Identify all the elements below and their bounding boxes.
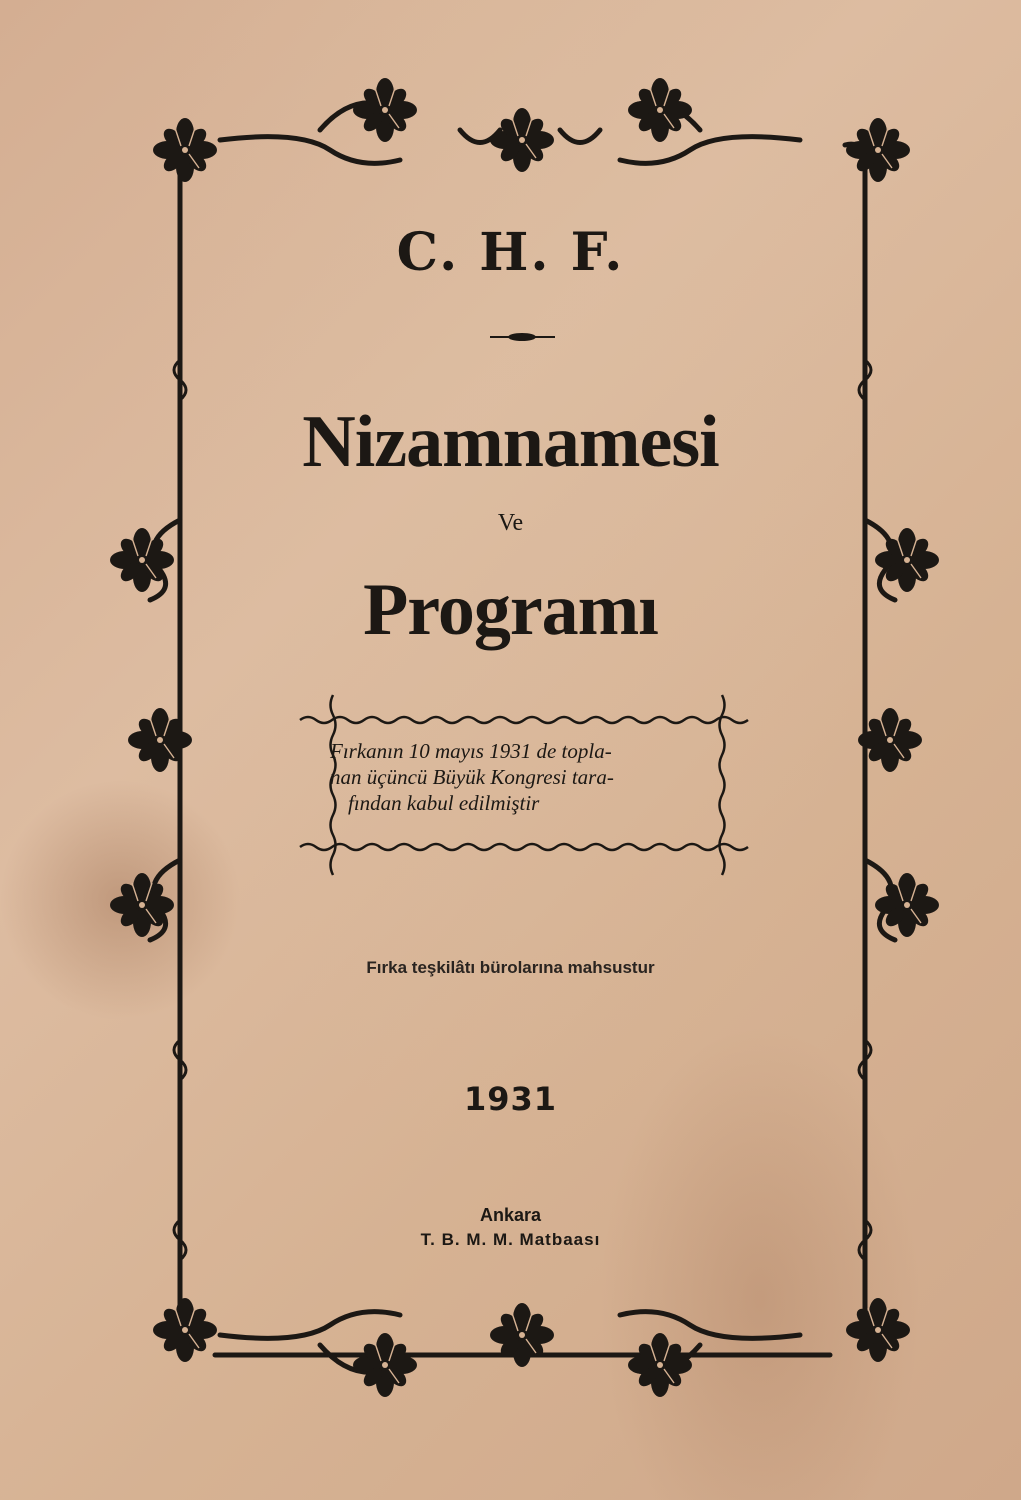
adoption-notice	[330, 738, 720, 816]
publication-city: Ankara	[479, 1205, 542, 1225]
notice-line: nan üçüncü Büyük Kongresi tara-	[330, 765, 614, 789]
party-abbreviation: C. H. F.	[396, 222, 625, 283]
flower-ornament-icon	[153, 1298, 217, 1362]
divider-ornament	[490, 333, 555, 341]
flower-ornament-icon	[353, 78, 417, 142]
printer-name: T. B. M. M. Matbaası	[420, 1230, 601, 1249]
restriction-note: Fırka teşkilâtı bürolarına mahsustur	[366, 958, 655, 977]
flower-ornament-icon	[353, 1333, 417, 1397]
document-subtitle: Programı	[363, 569, 658, 651]
flower-ornament-icon	[846, 1298, 910, 1362]
notice-line: Fırkanın 10 mayıs 1931 de topla-	[330, 739, 612, 763]
flower-ornament-icon	[628, 78, 692, 142]
document-title: Nizamnamesi	[302, 401, 719, 483]
notice-line: fından kabul edilmiştir	[348, 791, 540, 815]
flower-ornament-icon	[490, 108, 554, 172]
flower-ornament-icon	[875, 873, 939, 937]
flower-ornament-icon	[858, 708, 922, 772]
flower-ornament-icon	[628, 1333, 692, 1397]
flower-ornament-icon	[153, 118, 217, 182]
publication-year: 1931	[463, 1080, 558, 1118]
title-conjunction: Ve	[497, 510, 524, 536]
flower-ornament-icon	[846, 118, 910, 182]
